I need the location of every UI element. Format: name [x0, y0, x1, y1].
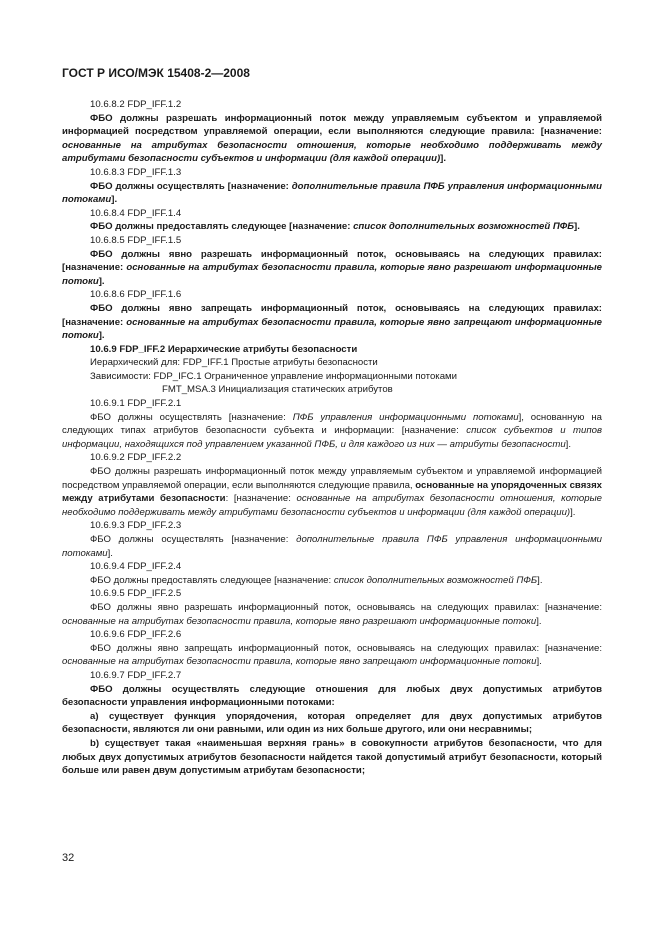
clause-text-part: ]. — [574, 221, 580, 233]
clause-text — [62, 601, 602, 628]
clause-text-part: ], основанную на следующих типах атрибутов безопасности субъекта и информации: [назначение: — [62, 411, 602, 437]
document-header: ГОСТ Р ИСО/МЭК 15408-2—2008 — [62, 66, 250, 80]
dependencies-continued: FMT_MSA.3 Инициализация статических атрибутов — [162, 384, 393, 396]
clause-id: 10.6.9.6 FDP_IFF.2.6 — [90, 629, 182, 641]
assignment-text: основанные на атрибутах безопасности правила, которые явно разрешают информационные потоки — [62, 262, 602, 287]
section-heading: 10.6.9 FDP_IFF.2 Иерархические атрибуты безопасности — [90, 343, 358, 355]
clause-text-part: ]. — [111, 194, 118, 206]
clause-text-part: ФБО должны явно запрещать информационный поток, основываясь на следующих правилах: [назначение: — [62, 302, 602, 328]
clause-text-part: ]. — [107, 547, 113, 559]
clause-id: 10.6.9.7 FDP_IFF.2.7 — [90, 669, 182, 681]
assignment-text: список субъектов и типов информации, находящихся под управлением указанной ПФБ, и для каждого из них — атрибуты безопасности — [62, 425, 602, 450]
clause-text-part: ]. — [536, 656, 542, 668]
assignment-text: дополнительные правила ПФБ управления информационными потоками — [62, 180, 602, 206]
clause-text — [62, 180, 602, 207]
clause-text — [62, 248, 602, 289]
list-item-b: b) существует такая «наименьшая верхняя грань» в совокупности атрибутов безопасности, что для любых двух допустимых атрибутов безопасности найдется такой допустимый атрибут безопасности, который больше или равен двум допустимым атрибутам безопасности; — [62, 737, 602, 777]
assignment-text: дополнительные правила ПФБ управления информационными потоками — [62, 534, 602, 559]
hierarchical-to: Иерархический для: FDP_IFF.1 Простые атрибуты безопасности — [90, 357, 378, 369]
clause-text-part: ]. — [570, 506, 576, 518]
clause-text — [62, 411, 602, 452]
clause-id: 10.6.8.2 FDP_IFF.1.2 — [90, 99, 182, 110]
clause-text-part: ФБО должны предоставлять следующее [назначение: — [90, 221, 354, 233]
clause-text — [62, 642, 602, 669]
assignment-text: основанные на атрибутах безопасности отношения, которые необходимо поддерживать между атрибутами безопасности субъектов и информации (для каждой операции) — [62, 493, 602, 518]
clause-text-part: ФБО должны осуществлять [назначение: — [90, 534, 297, 545]
dependencies: Зависимости: FDP_IFC.1 Ограниченное управление информационными потоками — [90, 370, 457, 382]
clause-text-part: ФБО должны явно разрешать информационный поток, основываясь на следующих правилах: [назначение: — [90, 601, 602, 613]
clause-text-part: ФБО должны явно запрещать информационный поток, основываясь на следующих правилах: [назначение: — [90, 642, 602, 654]
clause-text-part: ]. — [98, 275, 105, 287]
clause-text-part: ]. — [536, 615, 542, 627]
assignment-text: список дополнительных возможностей ПФБ — [333, 574, 538, 586]
document-body — [62, 98, 602, 778]
clause-text-part: ФБО должны осуществлять [назначение: — [90, 411, 293, 423]
clause-text-part: : [назначение: — [225, 493, 297, 505]
clause-text-part: ФБО должны разрешать информационный поток между управляемым субъектом и управляемой информацией посредством управляемой операции, если выполняются следующие правила: [назначение: — [62, 112, 602, 138]
clause-text — [62, 112, 602, 166]
clause-id: 10.6.8.3 FDP_IFF.1.3 — [90, 166, 182, 178]
clause-text: ФБО должны осуществлять следующие отношения для любых двух допустимых атрибутов безопасности управления информационными потоками: — [62, 683, 602, 709]
clause-text — [62, 574, 602, 588]
clause-id: 10.6.8.6 FDP_IFF.1.6 — [90, 289, 182, 301]
clause-id: 10.6.8.5 FDP_IFF.1.5 — [90, 234, 182, 246]
assignment-text: основанные на атрибутах безопасности правила, которые явно запрещают информационные потоки — [62, 656, 537, 668]
clause-id: 10.6.9.2 FDP_IFF.2.2 — [90, 452, 182, 464]
list-item-a: a) существует функция упорядочения, которая определяет для двух допустимых атрибутов безопасности, являются ли они равными, или один из них больше другого, или они несравнимы; — [62, 710, 602, 736]
clause-text-part: ФБО должны разрешать информационный поток между управляемым субъектом и управляемой информацией посредством управляемой операции, если выполняются следующие правила, — [62, 466, 602, 491]
clause-text — [62, 465, 602, 519]
assignment-text: список дополнительных возможностей ПФБ — [353, 221, 575, 233]
clause-id: 10.6.9.1 FDP_IFF.2.1 — [90, 398, 182, 410]
assignment-text: основанные на атрибутах безопасности правила, которые явно запрещают информационные потоки — [62, 316, 602, 342]
clause-text-part: ]. — [98, 330, 105, 342]
assignment-text: основанные на атрибутах безопасности правила, которые явно разрешают информационные потоки — [62, 615, 537, 627]
clause-text-part: ]. — [565, 438, 572, 450]
clause-text — [62, 220, 602, 234]
clause-id: 10.6.9.3 FDP_IFF.2.3 — [90, 520, 182, 532]
clause-text-part: ФБО должны осуществлять [назначение: — [90, 180, 292, 192]
clause-id: 10.6.9.5 FDP_IFF.2.5 — [90, 588, 182, 600]
clause-text-part: ]. — [440, 153, 447, 165]
clause-text — [62, 533, 602, 560]
assignment-text: основанные на атрибутах безопасности отношения, которые необходимо поддерживать между атрибутами безопасности субъектов и информации (для каждой операции) — [62, 139, 602, 165]
clause-id: 10.6.9.4 FDP_IFF.2.4 — [90, 561, 182, 573]
clause-text-part: ФБО должны явно разрешать информационный поток, основываясь на следующих правилах: [назначение: — [62, 248, 602, 274]
assignment-text: ПФБ управления информационными потоками — [292, 411, 519, 423]
clause-text-part: ]. — [537, 574, 543, 586]
refinement-text: основанные на упорядоченных связях между атрибутами безопасности — [62, 479, 602, 505]
clause-id: 10.6.8.4 FDP_IFF.1.4 — [90, 207, 182, 219]
clause-text — [62, 302, 602, 343]
page-number: 32 — [62, 852, 75, 864]
clause-text-part: ФБО должны предоставлять следующее [назначение: — [90, 574, 334, 586]
